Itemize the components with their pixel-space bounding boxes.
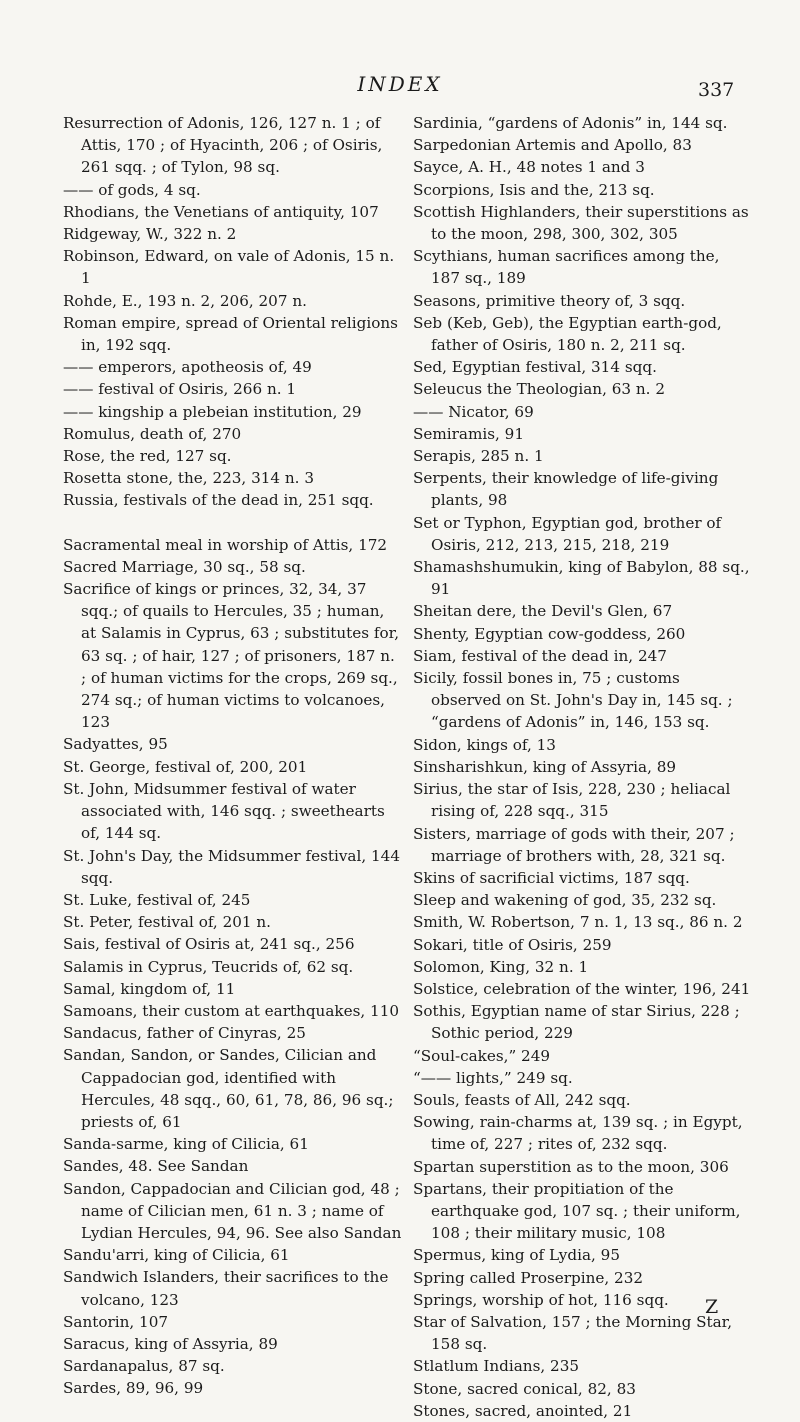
index-entry: Sayce, A. H., 48 notes 1 and 3: [413, 158, 645, 177]
index-entry: Sandu'arri, king of Cilicia, 61: [63, 1246, 290, 1265]
index-entry: Sadyattes, 95: [63, 735, 168, 754]
index-entry: Souls, feasts of All, 242 sqq.: [413, 1090, 631, 1109]
index-entry: Springs, worship of hot, 116 sqq.: [413, 1290, 669, 1309]
index-entry: Sowing, rain-charms at, 139 sq. ; in Egypt, time of, 227 ; rites of, 232 sqq.: [413, 1113, 743, 1154]
index-entry: Stlatlum Indians, 235: [413, 1357, 580, 1376]
index-entry: Solomon, King, 32 n. 1: [413, 957, 589, 976]
index-entry: Resurrection of Adonis, 126, 127 n. 1 ; of Attis, 170 ; of Hyacinth, 206 ; of Osiris, 261 sqq. ; of Tylon, 98 sq.: [63, 114, 383, 177]
index-entry: Serapis, 285 n. 1: [413, 447, 544, 466]
index-entry: Star of Salvation, 157 ; the Morning Star, 158 sq.: [413, 1312, 733, 1354]
index-entry: —— of gods, 4 sq.: [63, 180, 201, 199]
index-entry: —— Nicator, 69: [413, 402, 534, 421]
index-entry: Sardes, 89, 96, 99: [63, 1379, 204, 1398]
index-entry: Russia, festivals of the dead in, 251 sqq.: [63, 491, 374, 510]
index-entry: Sais, festival of Osiris at, 241 sq., 256: [63, 935, 355, 954]
index-entry: Sokari, title of Osiris, 259: [413, 935, 612, 954]
index-entry: Rose, the red, 127 sq.: [63, 447, 232, 466]
page-title: INDEX: [357, 72, 443, 96]
index-entry: Sarpedonian Artemis and Apollo, 83: [413, 136, 692, 155]
index-entry: Sanda-sarme, king of Cilicia, 61: [63, 1135, 309, 1154]
index-entry: Set or Typhon, Egyptian god, brother of Osiris, 212, 213, 215, 218, 219: [413, 513, 722, 554]
index-entry: Rosetta stone, the, 223, 314 n. 3: [63, 469, 315, 488]
index-entry: Sandacus, father of Cinyras, 25: [63, 1024, 306, 1043]
index-entry: Sheitan dere, the Devil's Glen, 67: [413, 602, 673, 621]
index-entry: Skins of sacrificial victims, 187 sqq.: [413, 868, 690, 887]
index-entry: Stone, sacred conical, 82, 83: [413, 1379, 636, 1398]
index-entry: Scorpions, Isis and the, 213 sq.: [413, 180, 655, 199]
index-entry: Sardinia, “gardens of Adonis” in, 144 sq.: [413, 114, 728, 132]
index-entry: Romulus, death of, 270: [63, 424, 242, 443]
index-entry: Siam, festival of the dead in, 247: [413, 646, 667, 665]
index-entry: Sirius, the star of Isis, 228, 230 ; heliacal rising of, 228 sqq., 315: [413, 780, 731, 821]
index-entry: Ridgeway, W., 322 n. 2: [63, 225, 237, 244]
index-entry: Solstice, celebration of the winter, 196, 241: [413, 979, 751, 998]
index-entry: Shenty, Egyptian cow-goddess, 260: [413, 624, 686, 643]
index-entry: Rhodians, the Venetians of antiquity, 107: [63, 202, 379, 221]
index-entry: Semiramis, 91: [413, 424, 524, 443]
index-entry: Sisters, marriage of gods with their, 207 ; marriage of brothers with, 28, 321 sq.: [413, 824, 735, 865]
index-entry: St. John's Day, the Midsummer festival, 144 sqq.: [63, 846, 400, 887]
index-entry: Spartans, their propitiation of the earthquake god, 107 sq. ; their uniform, 108 ; their military music, 108: [413, 1179, 741, 1243]
index-entry: Samal, kingdom of, 11: [63, 979, 236, 998]
index-entry: St. George, festival of, 200, 201: [63, 757, 308, 776]
index-entry: —— emperors, apotheosis of, 49: [63, 358, 312, 377]
index-entry: Sed, Egyptian festival, 314 sqq.: [413, 358, 657, 377]
index-entry: “Soul-cakes,” 249: [413, 1046, 551, 1065]
index-entry: Sleep and wakening of god, 35, 232 sq.: [413, 891, 717, 910]
index-entry: Sidon, kings of, 13: [413, 735, 556, 754]
index-entry: Scythians, human sacrifices among the, 187 sq., 189: [413, 247, 720, 288]
index-column-right: [413, 112, 753, 1422]
index-entry: St. Peter, festival of, 201 n.: [63, 913, 272, 932]
index-entry: Saracus, king of Assyria, 89: [63, 1334, 278, 1353]
index-entry: Seb (Keb, Geb), the Egyptian earth-god, father of Osiris, 180 n. 2, 211 sq.: [413, 313, 722, 355]
index-entry: Spring called Proserpine, 232: [413, 1268, 644, 1287]
index-entry: Salamis in Cyprus, Teucrids of, 62 sq.: [63, 957, 354, 976]
index-entry: Seleucus the Theologian, 63 n. 2: [413, 380, 665, 399]
index-column-left: [63, 112, 403, 1400]
index-entry: Stones, sacred, anointed, 21: [413, 1401, 633, 1420]
index-entry: Roman empire, spread of Oriental religions in, 192 sqq.: [63, 313, 398, 355]
index-entry: Sacramental meal in worship of Attis, 172: [63, 535, 388, 554]
index-entry: —— kingship a plebeian institution, 29: [63, 402, 362, 421]
index-entry: —— festival of Osiris, 266 n. 1: [63, 380, 297, 399]
index-entry: Sandon, Cappadocian and Cilician god, 48 ; name of Cilician men, 61 n. 3 ; name of Lydian Hercules, 94, 96. See also Sandan: [63, 1179, 402, 1242]
index-entry: Sardanapalus, 87 sq.: [63, 1357, 225, 1376]
index-entry: Sandwich Islanders, their sacrifices to the volcano, 123: [63, 1268, 389, 1309]
index-entry: Robinson, Edward, on vale of Adonis, 15 n. 1: [63, 247, 395, 288]
index-entry: Sandes, 48. See Sandan: [63, 1157, 249, 1176]
index-entry: Spermus, king of Lydia, 95: [413, 1246, 621, 1265]
index-entry: Seasons, primitive theory of, 3 sqq.: [413, 291, 686, 310]
index-entry: Sacrifice of kings or princes, 32, 34, 37 sqq.; of quails to Hercules, 35 ; human, at Salamis in Cyprus, 63 ; substitutes for, 63 sq. ; of hair, 127 ; of prisoners, 187 n. ; of human victims for the crops, 269 sq., 274 sq.; of human victims to volcanoes, 123: [63, 580, 400, 732]
index-entry: Samoans, their custom at earthquakes, 110: [63, 1001, 400, 1020]
index-entry: “—— lights,” 249 sq.: [413, 1068, 573, 1087]
index-entry: Sinsharishkun, king of Assyria, 89: [413, 757, 677, 776]
index-entry: Shamashshumukin, king of Babylon, 88 sq., 91: [413, 558, 750, 599]
index-entry: Santorin, 107: [63, 1312, 169, 1331]
signature-mark: Z: [705, 1296, 719, 1318]
index-entry: Sacred Marriage, 30 sq., 58 sq.: [63, 557, 306, 576]
index-entry: Sothis, Egyptian name of star Sirius, 228 ; Sothic period, 229: [413, 1002, 740, 1043]
index-entry: St. John, Midsummer festival of water associated with, 146 sqq. ; sweethearts of, 144 sq.: [63, 779, 385, 843]
index-entry: Scottish Highlanders, their superstitions as to the moon, 298, 300, 302, 305: [413, 202, 749, 244]
page-number: 337: [698, 79, 735, 101]
index-entry: Sandan, Sandon, or Sandes, Cilician and Cappadocian god, identified with Hercules, 48 sqq., 60, 61, 78, 86, 96 sq.; priests of, 61: [63, 1046, 394, 1131]
index-entry: Smith, W. Robertson, 7 n. 1, 13 sq., 86 n. 2: [413, 913, 743, 932]
index-entry: Rohde, E., 193 n. 2, 206, 207 n.: [63, 291, 307, 310]
index-entry: Sicily, fossil bones in, 75 ; customs observed on St. John's Day in, 145 sq. ; “gardens of Adonis” in, 146, 153 sq.: [413, 669, 733, 732]
index-entry: Serpents, their knowledge of life-giving plants, 98: [413, 469, 719, 510]
index-entry: St. Luke, festival of, 245: [63, 890, 251, 909]
index-entry: Spartan superstition as to the moon, 306: [413, 1157, 729, 1176]
